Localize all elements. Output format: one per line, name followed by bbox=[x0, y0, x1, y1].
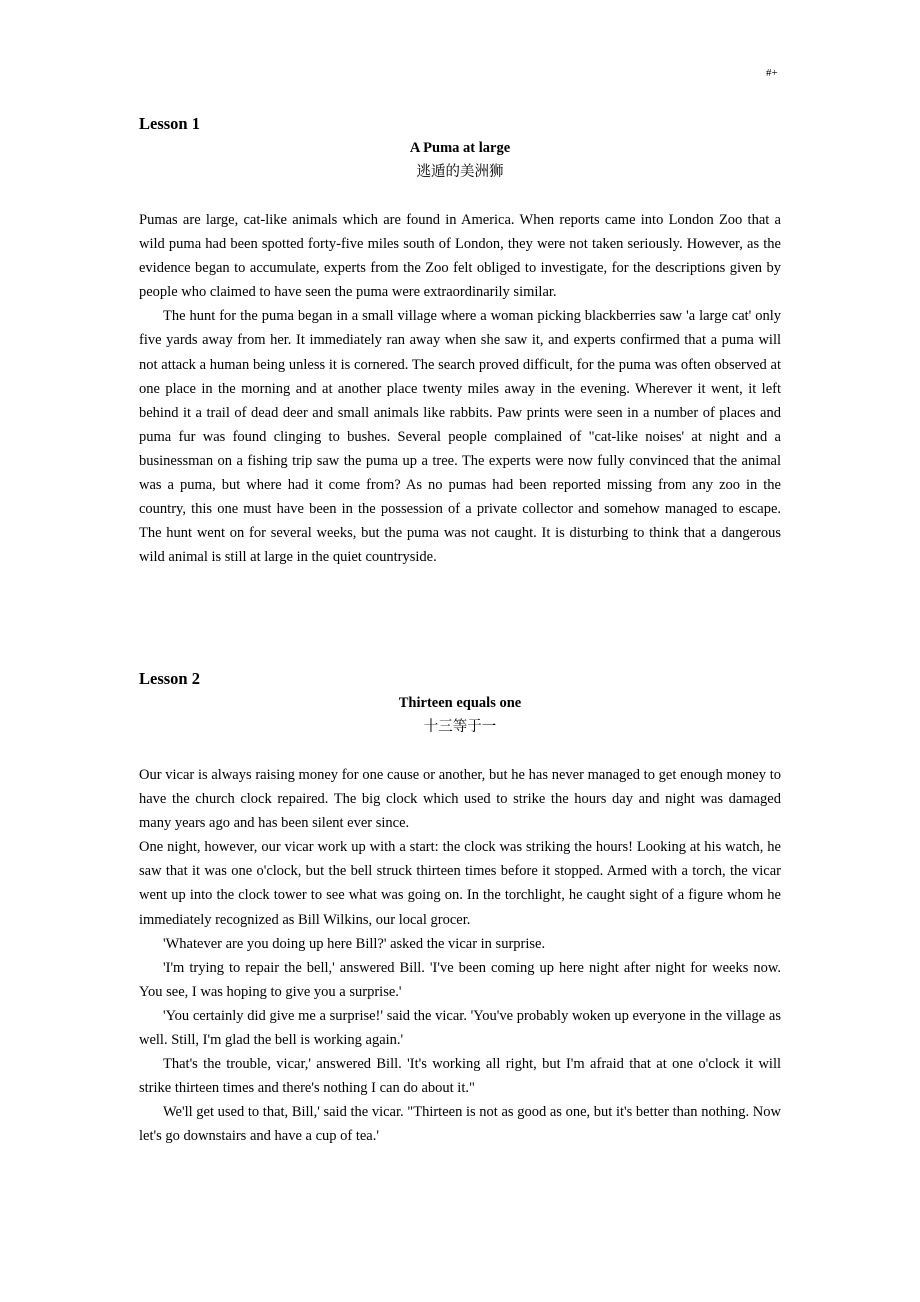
lesson-title-chinese: 逃遁的美洲狮 bbox=[416, 164, 504, 180]
lesson-paragraph: That's the trouble, vicar,' answered Bill. 'It's working all right, but I'm afraid that at one o'clock it will strike thirteen times and there's nothing I can do about it." bbox=[139, 1056, 781, 1097]
page-header-mark: #+ bbox=[766, 67, 778, 79]
lesson-paragraph: 'I'm trying to repair the bell,' answered Bill. 'I've been coming up here night after night for weeks now. You see, I was hoping to give you a surprise.' bbox=[139, 959, 781, 1000]
lesson-title: Thirteen equals one bbox=[398, 695, 522, 711]
lesson-paragraph: Pumas are large, cat-like animals which are found in America. When reports came into London Zoo that a wild puma had been spotted forty-five miles south of London, they were not taken seriously. However, as the evidence began to accumulate, experts from the Zoo felt obliged to investigate, for the descriptions given by people who claimed to have seen the puma were extraordinarily similar. bbox=[139, 212, 781, 301]
lesson-title: A Puma at large bbox=[409, 140, 511, 156]
lesson-paragraph: 'Whatever are you doing up here Bill?' asked the vicar in surprise. bbox=[163, 935, 546, 952]
lesson-heading: Lesson 2 bbox=[139, 669, 200, 688]
lesson-paragraph: One night, however, our vicar work up with a start: the clock was striking the hours! Looking at his watch, he saw that it was one o'clock, but the bell struck thirteen times before it stopped. Armed with a torch, the vicar went up into the clock tower to see what was going on. In the torchlight, he caught sight of a figure whom he immediately recognized as Bill Wilkins, our local grocer. bbox=[139, 839, 781, 928]
lesson-paragraph: We'll get used to that, Bill,' said the vicar. "Thirteen is not as good as one, but it's better than nothing. Now let's go downstairs and have a cup of tea.' bbox=[139, 1104, 781, 1145]
document-body bbox=[139, 112, 781, 1145]
lesson-paragraph: The hunt for the puma began in a small village where a woman picking blackberries saw 'a large cat' only five yards away from her. It immediately ran away when she saw it, and experts confirmed that a puma will not attack a human being unless it is cornered. The search proved difficult, for the puma was often observed at one place in the morning and at another place twenty miles away in the evening. Wherever it went, it left behind it a trail of dead deer and small animals like rabbits. Paw prints were seen in a number of places and puma fur was found clinging to bushes. Several people complained of "cat-like noises' at night and a businessman on a fishing trip saw the puma up a tree. The experts were now fully convinced that the animal was a puma, but where had it come from? As no pumas had been reported missing from any zoo in the country, this one must have been in the possession of a private collector and somehow managed to escape. The hunt went on for several weeks, but the puma was not caught. It is disturbing to think that a dangerous wild animal is still at large in the quiet countryside. bbox=[139, 308, 781, 566]
lesson-title-chinese: 十三等于一 bbox=[423, 719, 497, 735]
lesson-paragraph: Our vicar is always raising money for one cause or another, but he has never managed to get enough money to have the church clock repaired. The big clock which used to strike the hours day and night was damaged many years ago and has been silent ever since. bbox=[139, 767, 781, 832]
lesson-2 bbox=[139, 667, 781, 1149]
lesson-heading: Lesson 1 bbox=[139, 114, 200, 133]
lesson-paragraph: 'You certainly did give me a surprise!' said the vicar. 'You've probably woken up everyone in the village as well. Still, I'm glad the bell is working again.' bbox=[139, 1007, 781, 1049]
lesson-1 bbox=[139, 112, 781, 569]
